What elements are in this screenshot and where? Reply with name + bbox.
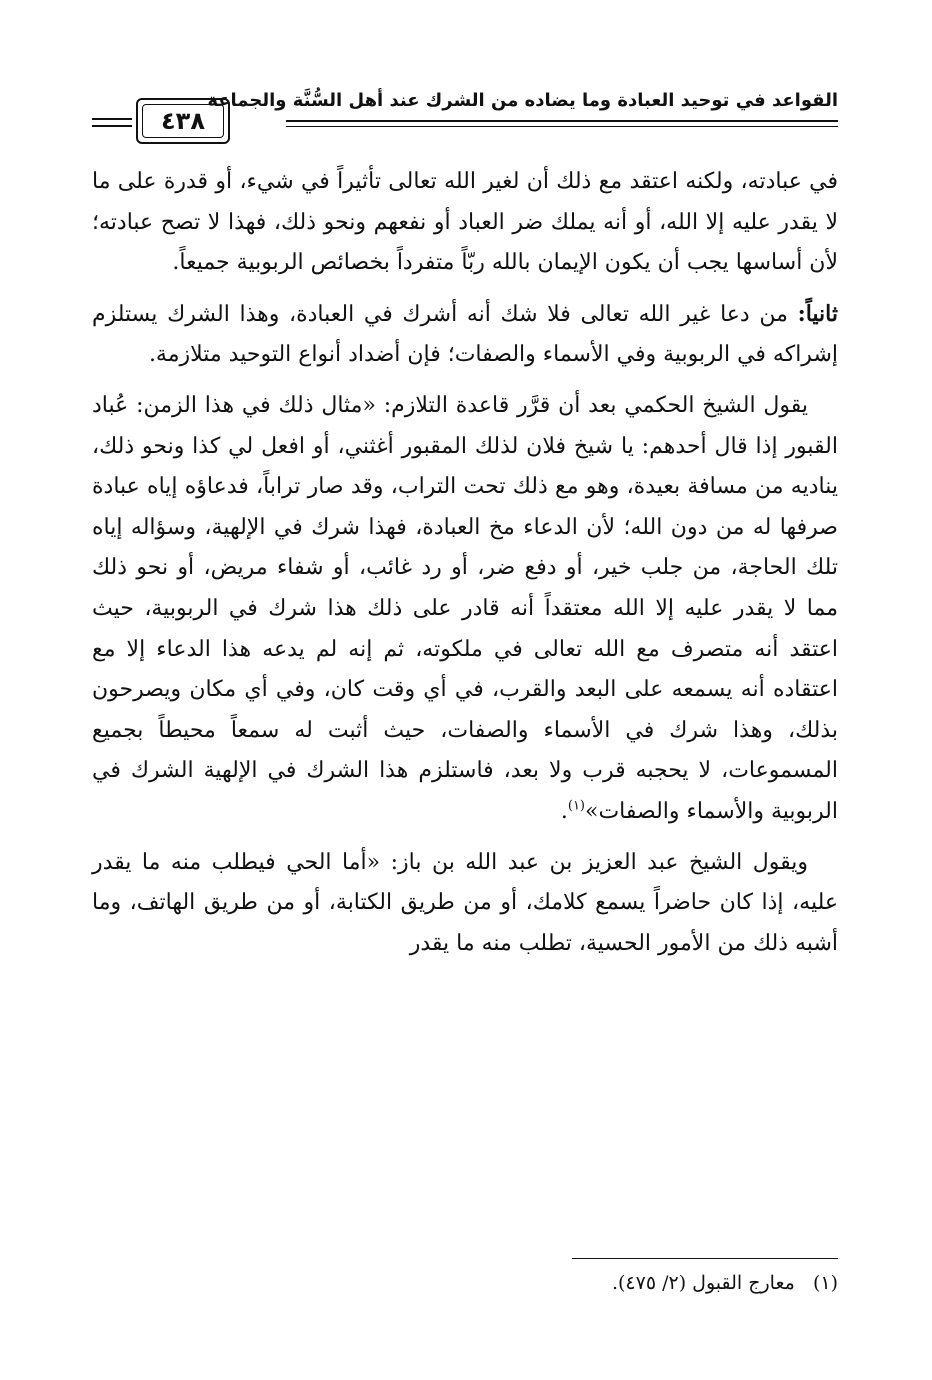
- header-rule: [286, 120, 838, 122]
- main-text: [92, 162, 838, 964]
- quote-text: يقول الشيخ الحكمي بعد أن قرَّر قاعدة التلازم: «مثال ذلك في هذا الزمن: عُباد القبور إذا قال أحدهم: يا شيخ فلان لذلك المقبور أغثني، أو افعل لي كذا ونحو ذلك، يناديه من مسافة بعيدة، وهو مع ذلك تحت التراب، وقد صار تراباً، فدعاؤه إياه عبادة صرفها له من دون الله؛ لأن الدعاء مخ العبادة، فهذا شرك في الإلهية، وسؤاله إياه تلك الحاجة، من جلب خير، أو دفع ضر، أو رد غائب، أو شفاء مريض، أو نحو ذلك مما لا يقدر عليه إلا الله معتقداً أنه قادر على ذلك هذا شرك في الربوبية، حيث اعتقد أنه متصرف مع الله تعالى في ملكوته، ثم إنه لم يدعه هذا الدعاء إلا مع اعتقاده أنه يسمعه على البعد والقرب، في أي وقت كان، وفي أي مكان ويصرحون بذلك، وهذا شرك في الأسماء والصفات، حيث أثبت له سمعاً محيطاً بجميع المسموعات، لا يحجبه قرب ولا بعد، فاستلزم هذا الشرك في الإلهية الشرك في الربوبية والأسماء والصفات»: [92, 392, 839, 824]
- page-number: ٤٣٨: [142, 104, 224, 138]
- footnote-separator: [572, 1258, 838, 1259]
- footnote: [92, 1268, 838, 1298]
- paragraph: [92, 294, 838, 376]
- page-number-box: [92, 98, 232, 146]
- footnote-text: معارج القبول (٢/ ٤٧٥).: [611, 1272, 795, 1294]
- ornament-line: [92, 125, 132, 127]
- paragraph: ويقول الشيخ عبد العزيز بن عبد الله بن باز: «أما الحي فيطلب منه ما يقدر عليه، إذا كان حاضراً يسمع كلامك، أو من طريق الكتابة، أو من طريق الهاتف، وما أشبه ذلك من الأمور الحسية، تطلب منه ما يقدر: [92, 849, 838, 956]
- running-header: [92, 86, 838, 156]
- ornament-line: [92, 118, 132, 120]
- sentence-end: .: [560, 798, 568, 824]
- paragraph: [92, 386, 838, 833]
- paragraph-text: من دعا غير الله تعالى فلا شك أنه أشرك في العبادة، وهذا الشرك يستلزم إشراكه في الربوبية وفي الأسماء والصفات؛ فإن أضداد أنواع التوحيد متلازمة.: [92, 301, 838, 368]
- footnote-marker: (١): [812, 1272, 838, 1294]
- header-title: القواعد في توحيد العبادة وما يضاده من الشرك عند أهل السُّنَّة والجماعة: [207, 90, 838, 111]
- footnote-ref[interactable]: (١): [567, 798, 585, 814]
- header-rule-thin: [286, 126, 838, 127]
- paragraph-lead: ثانياً:: [797, 300, 838, 327]
- paragraph: في عبادته، ولكنه اعتقد مع ذلك أن لغير الله تعالى تأثيراً في شيء، أو قدرة على ما لا يقدر عليه إلا الله، أو أنه يملك ضر العباد أو نفعهم ونحو ذلك، فهذا لا تصح عبادته؛ لأن أساسها يجب أن يكون الإيمان بالله ربّاً متفرداً بخصائص الربوبية جميعاً.: [92, 169, 838, 276]
- page-number-frame: [136, 98, 230, 144]
